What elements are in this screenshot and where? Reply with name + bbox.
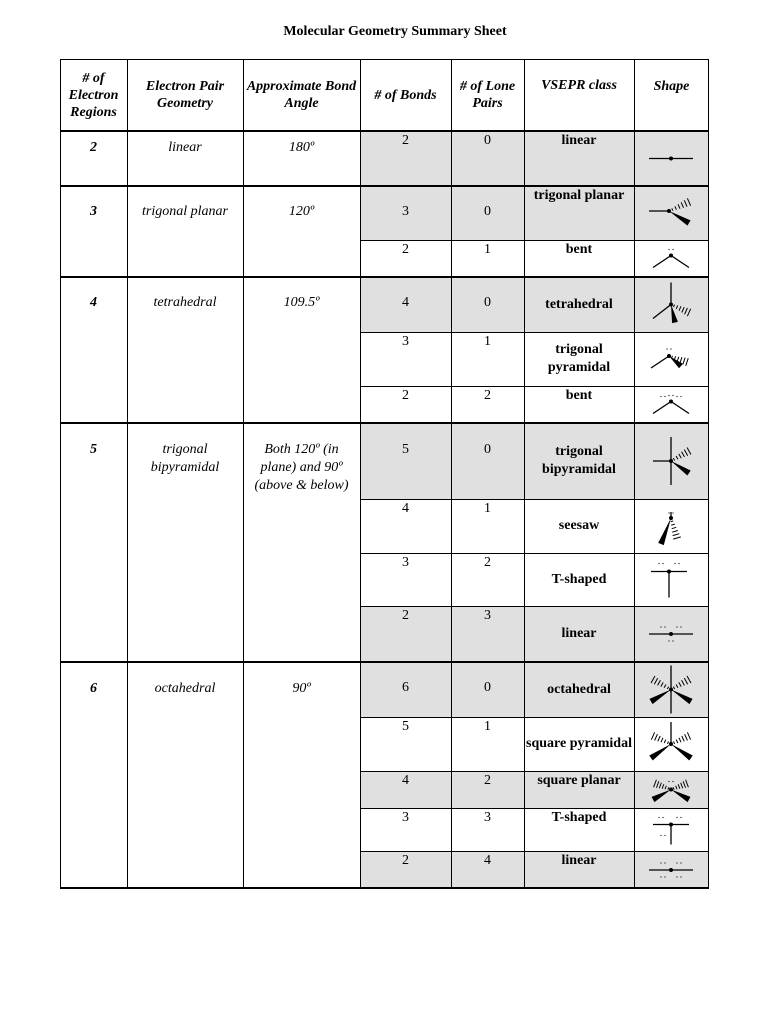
lone-pairs-cell: 0 (451, 186, 524, 240)
vsepr-class-cell: T-shaped (551, 571, 607, 587)
lone-pairs-cell: 0 (451, 277, 524, 332)
bonds-cell: 5 (360, 423, 451, 499)
vsepr-class-cell: seesaw (558, 518, 600, 533)
bonds-cell: 4 (360, 771, 451, 808)
header-regions: # of Electron Regions (68, 70, 119, 120)
lone-pairs-cell: 0 (451, 662, 524, 717)
bond-angle-cell: Both 120º (in plane) and 90º (above & below) (254, 442, 349, 493)
electron-regions-cell: 2 (90, 140, 97, 155)
header-bond-angle: Approximate Bond Angle (246, 79, 357, 111)
electron-regions-cell: 3 (90, 204, 97, 219)
table-grid (60, 59, 709, 889)
bond-angle-cell: 120º (288, 204, 315, 219)
bonds-cell: 3 (402, 334, 409, 349)
header-bonds: # of Bonds (374, 87, 437, 103)
bonds-cell: 6 (360, 662, 451, 717)
lone-pairs-cell: 0 (451, 131, 524, 186)
bonds-cell: 3 (360, 186, 451, 240)
bonds-cell: 4 (360, 277, 451, 332)
lone-pairs-cell: 3 (484, 810, 491, 825)
electron-pair-geometry-cell: linear (168, 140, 202, 155)
page-title: Molecular Geometry Summary Sheet (283, 24, 507, 39)
lone-pairs-cell: 1 (484, 242, 491, 257)
header-vsepr: VSEPR class (541, 77, 617, 93)
bonds-cell: 3 (402, 555, 409, 570)
lone-pairs-cell: 2 (451, 771, 524, 808)
vsepr-class-cell: trigonal bipyramidal (524, 423, 634, 499)
electron-regions-cell: 6 (90, 681, 97, 696)
bond-angle-cell: 109.5º (283, 295, 320, 310)
vsepr-class-cell: tetrahedral (524, 277, 634, 332)
electron-regions-cell: 5 (90, 442, 97, 457)
lone-pairs-cell: 2 (484, 388, 491, 403)
vsepr-class-cell: linear (524, 851, 634, 889)
lone-pairs-cell: 0 (451, 423, 524, 499)
lone-pairs-cell: 1 (484, 334, 491, 349)
vsepr-class-cell: linear (524, 606, 634, 662)
vsepr-class-cell: square pyramidal (526, 736, 632, 751)
electron-regions-cell: 4 (90, 295, 97, 310)
geometry-table (60, 59, 709, 889)
bonds-cell: 2 (360, 851, 451, 889)
bonds-cell: 2 (360, 131, 451, 186)
lone-pairs-cell: 4 (451, 851, 524, 889)
vsepr-class-cell: trigonal pyramidal (547, 342, 611, 375)
vsepr-class-cell: T-shaped (551, 810, 607, 825)
vsepr-class-cell: bent (565, 388, 593, 403)
bonds-cell: 5 (402, 719, 409, 734)
vsepr-class-cell: octahedral (524, 662, 634, 717)
vsepr-class-cell: square planar (524, 771, 634, 808)
bond-angle-cell: 180º (288, 140, 315, 155)
bonds-cell: 4 (402, 501, 409, 516)
electron-pair-geometry-cell: trigonal planar (142, 204, 228, 219)
header-lone-pairs: # of Lone Pairs (459, 79, 516, 111)
bond-angle-cell: 90º (292, 681, 311, 696)
vsepr-class-cell: bent (565, 242, 593, 257)
bonds-cell: 2 (402, 388, 409, 403)
electron-pair-geometry-cell: octahedral (154, 681, 216, 696)
header-shape: Shape (653, 78, 690, 94)
bonds-cell: 3 (402, 810, 409, 825)
bonds-cell: 2 (360, 606, 451, 662)
lone-pairs-cell: 3 (451, 606, 524, 662)
lone-pairs-cell: 1 (484, 501, 491, 516)
vsepr-class-cell: trigonal planar (524, 186, 634, 240)
lone-pairs-cell: 1 (484, 719, 491, 734)
electron-pair-geometry-cell: trigonal bipyramidal (150, 442, 220, 475)
lone-pairs-cell: 2 (484, 555, 491, 570)
bonds-cell: 2 (402, 242, 409, 257)
vsepr-class-cell: linear (524, 131, 634, 186)
header-pair-geometry: Electron Pair Geometry (145, 79, 225, 111)
electron-pair-geometry-cell: tetrahedral (153, 295, 217, 310)
